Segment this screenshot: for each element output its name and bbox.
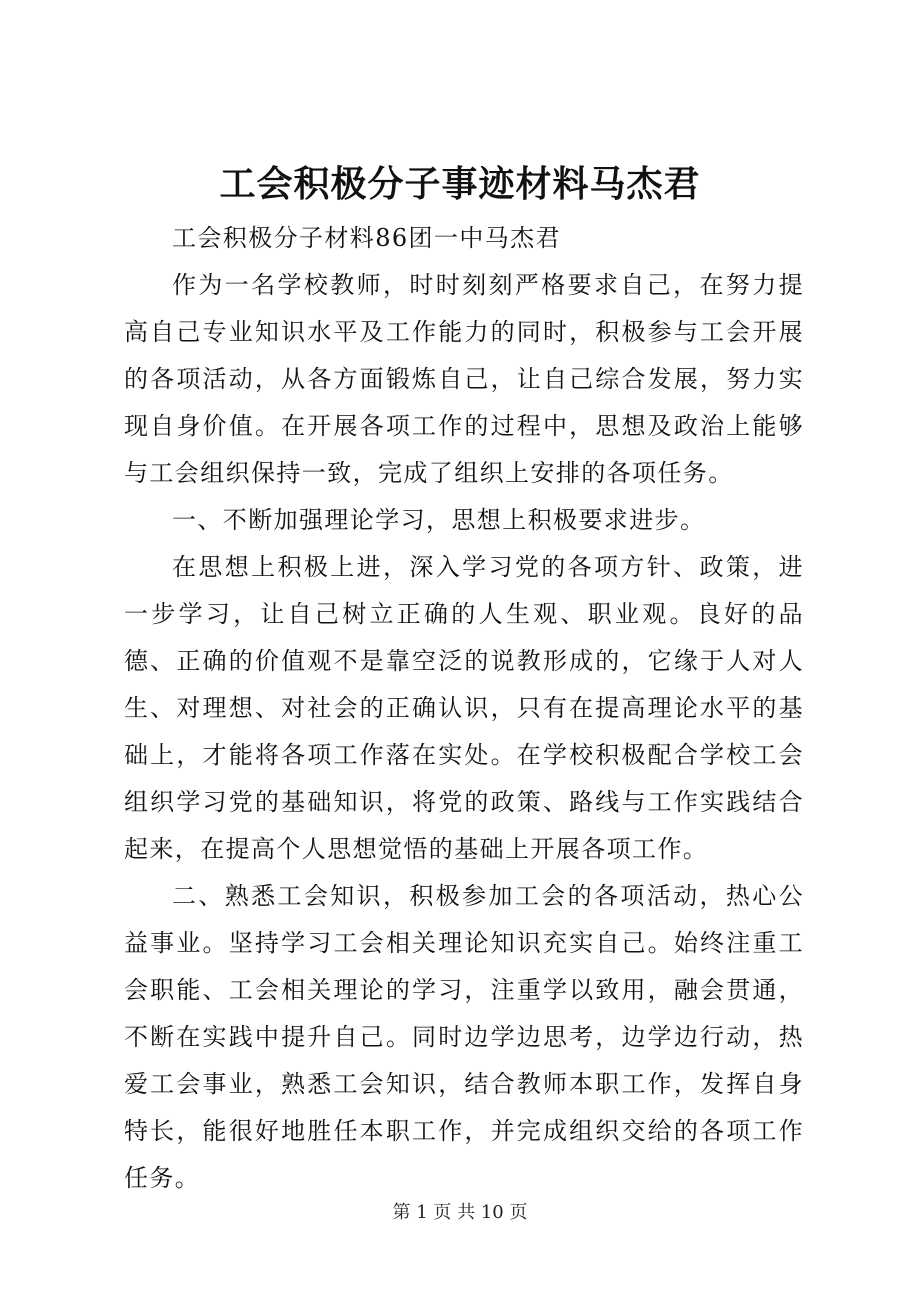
section-two-paragraph: 二、熟悉工会知识，积极参加工会的各项活动，热心公益事业。坚持学习工会相关理论知识充实自己。始终注重工会职能、工会相关理论的学习，注重学以致用，融会贯通，不断在实践中提升自己。同时边学边思考，边学边行动，热爱工会事业，熟悉工会知识，结合教师本职工作，发挥自身特长，能很好地胜任本职工作，并完成组织交给的各项工作任务。 [124, 882, 804, 1192]
section-one-heading: 一、不断加强理论学习，思想上积极要求进步。 [172, 506, 706, 534]
document-title: 工会积极分子事迹材料马杰君 [219, 164, 701, 205]
subtitle-paragraph: 工会积极分子材料86团一中马杰君 [172, 224, 561, 252]
page-number-footer: 第 1 页 共 10 页 [392, 1202, 528, 1223]
section-one-paragraph: 在思想上积极上进，深入学习党的各项方针、政策，进一步学习，让自己树立正确的人生观、职业观。良好的品德、正确的价值观不是靠空泛的说教形成的，它缘于人对人生、对理想、对社会的正确认识，只有在提高理论水平的基础上，才能将各项工作落在实处。在学校积极配合学校工会组织学习党的基础知识，将党的政策、路线与工作实践结合起来，在提高个人思想觉悟的基础上开展各项工作。 [124, 553, 804, 863]
document-body [124, 215, 804, 1202]
intro-paragraph: 作为一名学校教师，时时刻刻严格要求自己，在努力提高自己专业知识水平及工作能力的同时，积极参与工会开展的各项活动，从各方面锻炼自己，让自己综合发展，努力实现自身价值。在开展各项工作的过程中，思想及政治上能够与工会组织保持一致，完成了组织上安排的各项任务。 [124, 271, 804, 487]
